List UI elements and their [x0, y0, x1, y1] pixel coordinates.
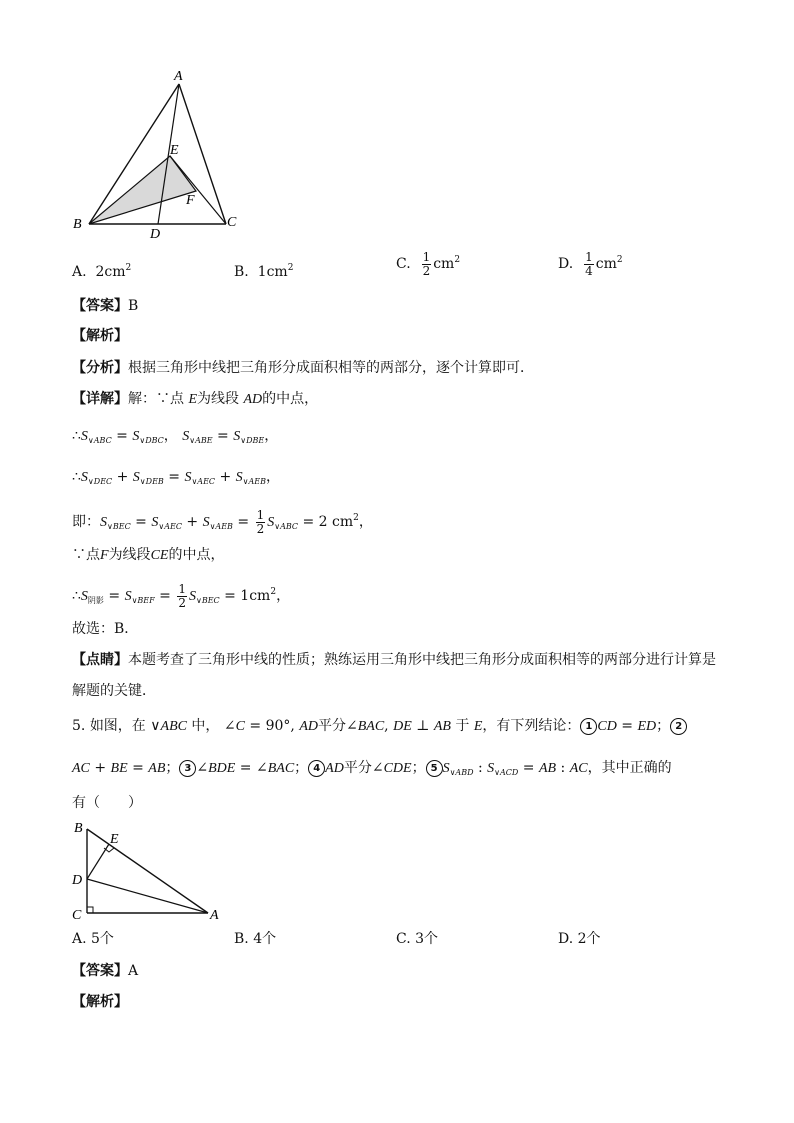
label-c: C — [227, 215, 237, 230]
label-f: F — [186, 193, 195, 208]
segment-ad — [87, 879, 208, 913]
label-e: E — [110, 832, 119, 847]
shaded-triangle-bef — [89, 156, 196, 224]
label-a: A — [210, 908, 219, 923]
q4-xiangjie-line5: ∵点F为线段CE的中点， — [72, 547, 225, 563]
q5-option-c: C. 3个 — [396, 931, 439, 947]
q4-dianjing-line2: 解题的关键． — [72, 683, 156, 699]
q4-answer: 【答案】B — [72, 298, 139, 314]
side-ab — [87, 829, 208, 913]
q4-option-c: C. $\frac{1}{2}$ $cm^2$ — [396, 249, 461, 278]
figure-right-triangle — [60, 815, 240, 925]
q4-jiexi-tag: 【解析】 — [72, 328, 128, 344]
q5-line1: 5. 如图，在 ∨ABC 中， ∠C = 90°, AD平分∠BAC, DE ⊥ AB 于 E，有下列结论： 1 CD = ED； 2 — [72, 716, 687, 737]
label-d: D — [72, 873, 83, 888]
q4-equation-3: 即：$S_{\vee BEC} = S_{\vee AEC} + S_{\vee AEB}$ = $\frac{1}{2}$ $S_{\vee ABC} = 2$ $cm^2$， — [72, 507, 373, 536]
q4-guxuan: 故选：B． — [72, 621, 139, 637]
label-c: C — [72, 908, 82, 923]
q4-option-d: D. $\frac{1}{4}$ $cm^2$ — [558, 249, 623, 278]
right-angle-c — [87, 907, 93, 913]
label-b: B — [74, 821, 83, 836]
q5-line3: 有（ ） — [72, 795, 142, 811]
q4-equation-1: $\therefore S_{\vee ABC} = S_{\vee DBC}$， $S_{\vee ABE} = S_{\vee DBE}$， — [72, 428, 279, 445]
label-b: B — [73, 217, 82, 232]
q4-option-b: B. $1cm^2$ — [234, 263, 294, 280]
q4-fenxi: 【分析】根据三角形中线把三角形分成面积相等的两部分，逐个计算即可． — [72, 360, 534, 376]
q5-line2: AC + BE = AB； 3 ∠BDE = ∠BAC； 4 AD平分∠CDE； 5 $S_{\vee ABD}$ : $S_{\vee ACD}$ = AB : AC，其中正确的 — [72, 760, 672, 777]
q4-xiangjie-line1: 【详解】解：∵点 E为线段 AD的中点， — [72, 391, 319, 407]
q5-answer: 【答案】A — [72, 963, 139, 979]
q5-option-a: A. 5个 — [72, 931, 114, 947]
q4-equation-2: $\therefore S_{\vee DEC} + S_{\vee DEB} = S_{\vee AEC} + S_{\vee AEB}$， — [72, 469, 281, 486]
q5-option-b: B. 4个 — [234, 931, 277, 947]
q5-jiexi-tag: 【解析】 — [72, 994, 128, 1010]
label-e: E — [170, 143, 179, 158]
label-d: D — [150, 227, 161, 242]
q4-dianjing: 【点睛】本题考查了三角形中线的性质；熟练运用三角形中线把三角形分成面积相等的两部分进行计算是 — [72, 652, 716, 668]
q4-option-a: A. $2cm^2$ — [72, 263, 132, 280]
q4-equation-4: $\therefore S_{阴影} = S_{\vee BEF}$ = $\frac{1}{2}$ $S_{\vee BEC} = 1cm^2$， — [72, 581, 291, 610]
q5-option-d: D. 2个 — [558, 931, 601, 947]
figure-triangle-abc — [60, 60, 260, 250]
label-a: A — [174, 69, 183, 84]
